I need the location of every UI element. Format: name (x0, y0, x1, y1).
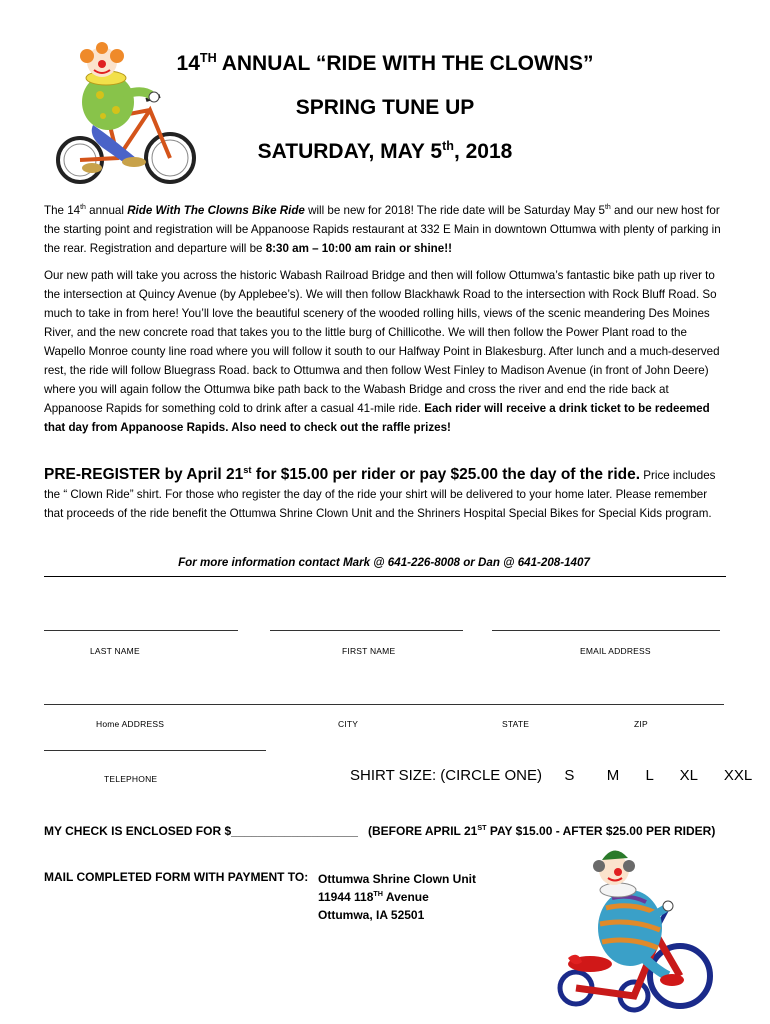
preregister-paragraph: PRE-REGISTER by April 21st for $15.00 per rider or pay $25.00 the day of the ride. Price includes the “ Clown Ride” shirt. For those who register the day of the ride your shirt will be delivered to your home later. Please remember that proceeds of the ride benefit the Ottumwa Shrine Clown Unit and the Shriners Hospital Special Bikes for Special Kids program. (44, 464, 716, 520)
email-label: EMAIL ADDRESS (580, 646, 651, 656)
size-option-m[interactable]: M (606, 767, 620, 784)
check-label: MY CHECK IS ENCLOSED FOR $ (44, 824, 232, 838)
event-date: SATURDAY, MAY 5th, 2018 (257, 139, 513, 163)
last-name-field[interactable] (44, 630, 238, 631)
intro-paragraph: The 14th annual Ride With The Clowns Bike Ride will be new for 2018! The ride date will be Saturday May 5th and our new host for the starting point and registration will be Appanoose Rapids restaurant at 332 E Main in downtown Ottumwa with plenty of parking in the rear. Registration and departure will be 8:30 am – 10:00 am rain or shine!! (44, 204, 721, 255)
size-option-l[interactable]: L (645, 767, 654, 784)
home-address-label: Home ADDRESS (96, 719, 165, 729)
zip-label: ZIP (634, 719, 648, 729)
contact-line: For more information contact Mark @ 641-226-8008 or Dan @ 641-208-1407 (178, 556, 590, 569)
mail-address (318, 870, 476, 924)
size-option-xxl[interactable]: XXL (723, 767, 753, 784)
email-field[interactable] (492, 630, 720, 631)
divider (44, 576, 726, 577)
check-amount-field[interactable]: ___________________ (231, 824, 358, 838)
city-label: CITY (338, 719, 359, 729)
address-field[interactable] (44, 704, 724, 705)
check-note: (BEFORE APRIL 21ST PAY $15.00 - AFTER $25.00 PER RIDER) (368, 823, 716, 838)
last-name-label: LAST NAME (90, 646, 140, 656)
check-row (44, 824, 358, 838)
first-name-label: FIRST NAME (342, 646, 396, 656)
telephone-field[interactable] (44, 750, 266, 751)
route-paragraph: Our new path will take you across the historic Wabash Railroad Bridge and then will follow Ottumwa’s fantastic bike path up river to the intersection at Quincy Avenue (by Applebee’s). We will then follow Blackhawk Road to the intersection with Rock Bluff Road. So much to take in from here! You’ll love the beautiful scenery of the wooded rolling hills, views of the scenic meandering Des Moines River, and the new concrete road that takes you to the little burg of Chillicothe. We will then follow the Power Plant road to the Wapello Monroe county line road where you will follow it south to our Halfway Point in Blakesburg. After lunch and a much-deserved rest, the ride will follow Bluegrass Road. back to Ottumwa and then follow West Finley to Madison Avenue (in front of John Deere) where you will again follow the Ottumwa bike path back to the Wabash Bridge and cross the river and end the ride back at Appanoose Rapids for something cold to drink after a casual 41-mile ride. Each rider will receive a drink ticket to be redeemed that day from Appanoose Rapids. Also need to check out the raffle prizes! (44, 269, 720, 434)
size-option-s[interactable]: S (564, 767, 575, 784)
preregister-headline: PRE-REGISTER by April 21st for $15.00 per rider or pay $25.00 the day of the ride. (44, 464, 641, 483)
state-label: STATE (502, 719, 530, 729)
page-title: 14TH ANNUAL “RIDE WITH THE CLOWNS” (176, 51, 594, 75)
mail-line-1: Ottumwa Shrine Clown Unit (318, 872, 476, 886)
clown-on-tricycle-illustration (548, 838, 726, 1018)
telephone-label: TELEPHONE (104, 774, 158, 784)
shirt-size-row (350, 767, 752, 784)
first-name-field[interactable] (270, 630, 463, 631)
page-subtitle: SPRING TUNE UP (295, 96, 475, 119)
mail-label: MAIL COMPLETED FORM WITH PAYMENT TO: (44, 870, 309, 884)
mail-line-2: 11944 118TH Avenue (318, 889, 429, 904)
shirt-size-label: SHIRT SIZE: (CIRCLE ONE) (350, 767, 542, 784)
mail-line-3: Ottumwa, IA 52501 (318, 908, 425, 922)
size-option-xl[interactable]: XL (679, 767, 698, 784)
